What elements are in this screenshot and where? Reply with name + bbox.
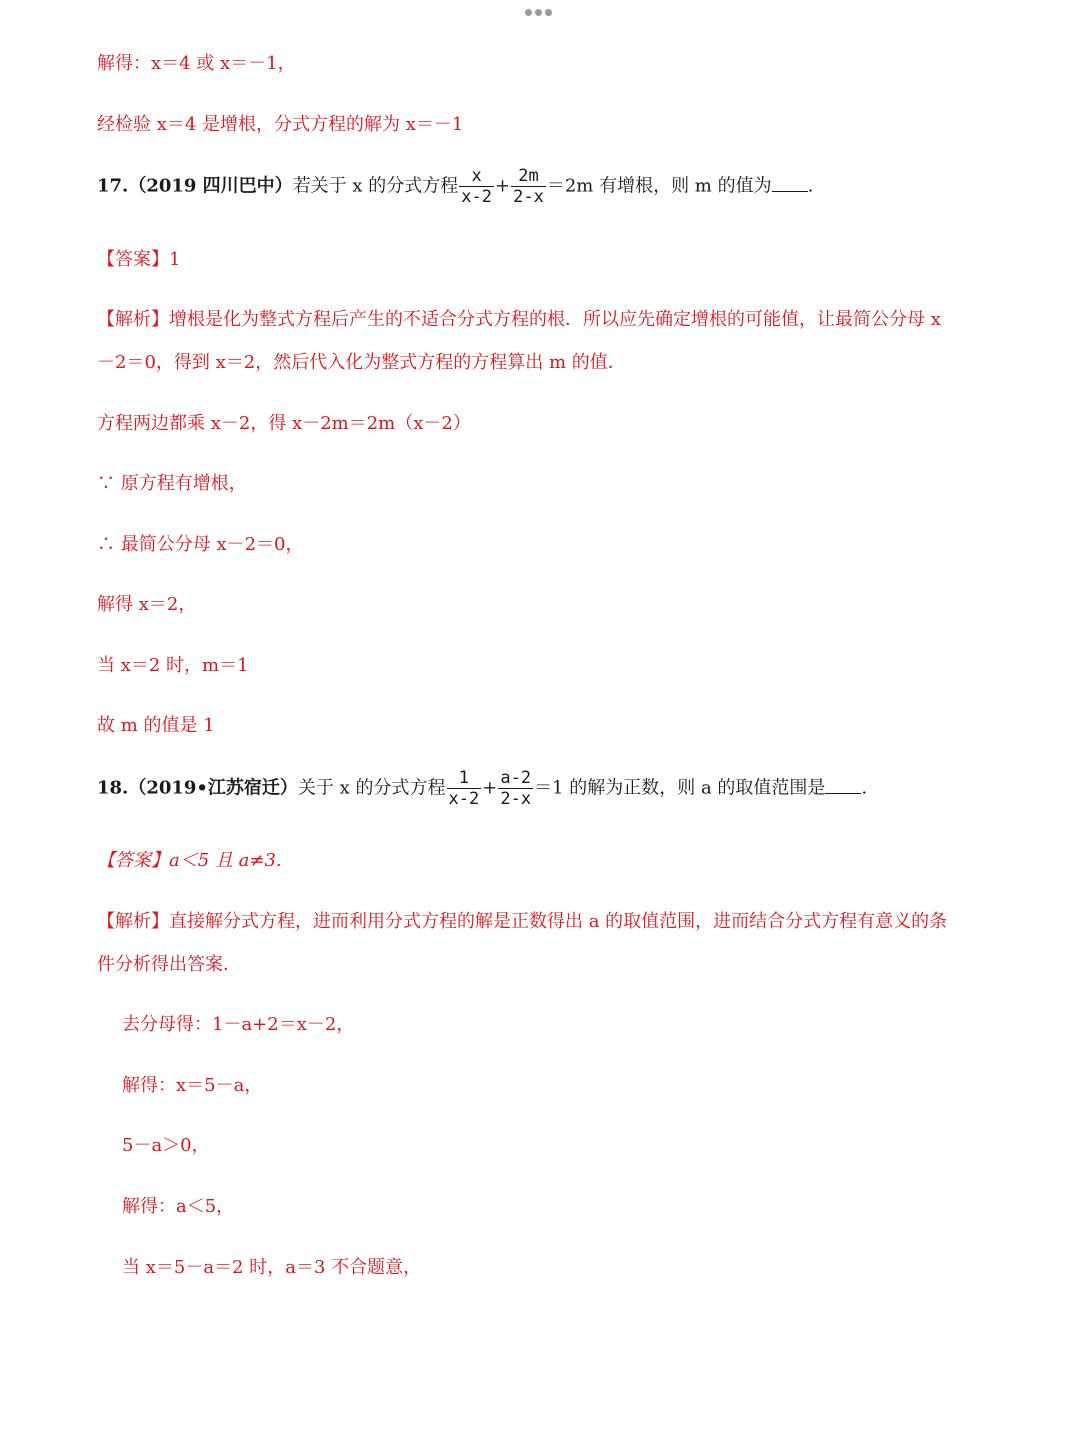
step-line: ∵ 原方程有增根， [97, 473, 247, 494]
step-line: 当 x＝2 时，m＝1 [97, 655, 249, 676]
window-handle-dots[interactable] [525, 9, 552, 16]
step-line: 解得 x＝2， [97, 594, 197, 615]
analysis-18-line1: 【解析】直接解分式方程，进而利用分式方程的解是正数得出 a 的取值范围，进而结合分式方程有意义的条 [97, 911, 948, 932]
solution-line: 解得：x＝4 或 x＝－1， [97, 53, 296, 74]
question-text: ＝2m 有增根，则 m 的值为 [546, 175, 772, 197]
check-line: 经检验 x＝4 是增根，分式方程的解为 x＝－1 [97, 114, 464, 135]
question-label: 17.（2019 四川巴中） [97, 175, 293, 197]
question-text: ＝1 的解为正数，则 a 的取值范围是 [534, 777, 826, 799]
fraction: $\frac{x}{x-2}$ [461, 166, 493, 207]
step-line: 解得：a＜5， [122, 1196, 235, 1217]
analysis-17-line1: 【解析】增根是化为整式方程后产生的不适合分式方程的根．所以应先确定增根的可能值，让最简公分母 x [97, 309, 941, 330]
question-17: 17.（2019 四川巴中）若关于 x 的分式方程 $\frac{x}{x-2}$ + $\frac{2m}{2-x}$ ＝2m 有增根，则 m 的值为 . [97, 166, 814, 207]
question-18: 18.（2019•江苏宿迁）关于 x 的分式方程 $\frac{1}{x-2}$ + $\frac{a-2}{2-x}$ ＝1 的解为正数，则 a 的取值范围是 . [97, 768, 868, 809]
answer-blank [825, 779, 861, 794]
dot-icon [535, 9, 542, 16]
analysis-17-line2: －2＝0，得到 x＝2，然后代入化为整式方程的方程算出 m 的值． [97, 352, 626, 373]
fraction: $\frac{a-2}{2-x}$ [500, 768, 532, 809]
question-label: 18.（2019•江苏宿迁） [97, 777, 298, 799]
step-line: 故 m 的值是 1 [97, 715, 215, 736]
answer-blank [772, 177, 808, 192]
step-line: 方程两边都乘 x－2，得 x－2m＝2m（x－2） [97, 413, 471, 434]
step-line: ∴ 最简公分母 x－2＝0， [97, 534, 304, 555]
dot-icon [525, 9, 532, 16]
question-text: 关于 x 的分式方程 [297, 777, 446, 799]
answer-17: 【答案】1 [97, 249, 181, 270]
question-text: 若关于 x 的分式方程 [292, 175, 459, 197]
analysis-18-line2: 件分析得出答案． [97, 954, 241, 975]
dot-icon [545, 9, 552, 16]
fraction: $\frac{1}{x-2}$ [448, 768, 480, 809]
step-line: 5－a＞0， [122, 1135, 210, 1156]
fraction: $\frac{2m}{2-x}$ [513, 166, 544, 207]
step-line: 去分母得：1－a+2＝x－2， [122, 1014, 355, 1035]
answer-18: 【答案】a＜5 且 a≠3. [97, 850, 282, 871]
step-line: 解得：x＝5－a， [122, 1075, 263, 1096]
step-line: 当 x＝5－a＝2 时，a＝3 不合题意， [122, 1257, 422, 1278]
